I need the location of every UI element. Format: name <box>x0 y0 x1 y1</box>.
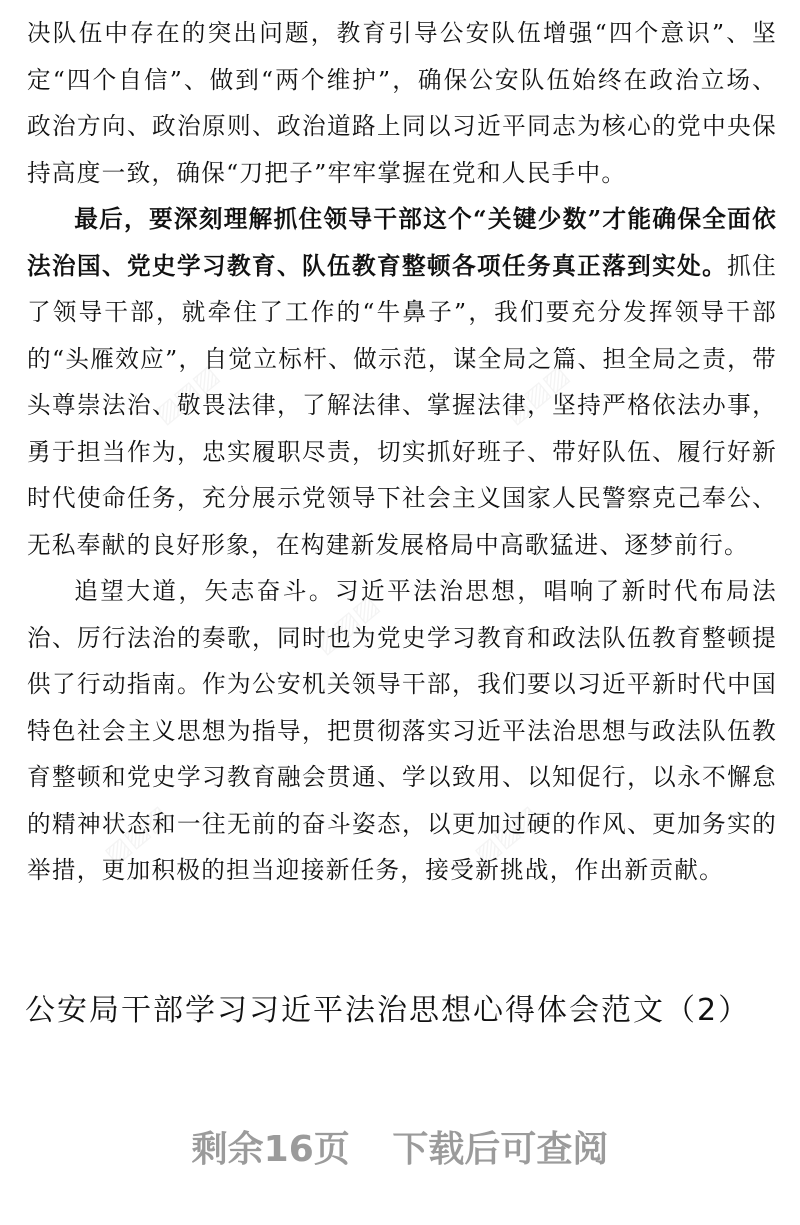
download-to-view-label: 下载后可查阅 <box>392 1129 609 1170</box>
paragraph-bold-lead: 最后，要深刻理解抓住领导干部这个“关键少数”才能确保全面依法治国、党史学习教育、队伍教育整顿各项任务真正落到实处。 <box>27 205 777 280</box>
paragraph-text: 追望大道，矢志奋斗。习近平法治思想，唱响了新时代布局法治、厉行法治的奏歌，同时也为党史学习教育和政法队伍教育整顿提供了行动指南。作为公安机关领导干部，我们要以习近平新时代中国特色社会主义思想为指导，把贯彻落实习近平法治思想与政法队伍教育整顿和党史学习教育融会贯通、学以致用、以知促行，以永不懈怠的精神状态和一往无前的奋斗姿态，以更加过硬的作风、更加务实的举措，更加积极的担当迎接新任务，接受新挑战，作出新贡献。 <box>27 577 777 884</box>
paragraph-1 <box>27 10 777 196</box>
download-prompt-button[interactable] <box>0 1120 800 1180</box>
paragraph-3 <box>27 568 777 894</box>
remaining-pages-label: 剩余16页 <box>191 1129 350 1170</box>
paragraph-2 <box>27 196 777 568</box>
paragraph-text: 决队伍中存在的突出问题，教育引导公安队伍增强“四个意识”、坚定“四个自信”、做到“两个维护”，确保公安队伍始终在政治立场、政治方向、政治原则、政治道路上同以习近平同志为核心的党中央保持高度一致，确保“刀把子”牢牢掌握在党和人民手中。 <box>27 19 777 187</box>
paragraph-text: 抓住了领导干部，就牵住了工作的“牛鼻子”，我们要充分发挥领导干部的“头雁效应”，自觉立标杆、做示范，谋全局之篇、担全局之责，带头尊崇法治、敬畏法律，了解法律、掌握法律，坚持严格依法办事，勇于担当作为，忠实履职尽责，切实抓好班子、带好队伍、履行好新时代使命任务，充分展示党领导下社会主义国家人民警察克己奉公、无私奉献的良好形象，在构建新发展格局中高歌猛进、逐梦前行。 <box>27 251 777 559</box>
document-body <box>27 10 777 894</box>
section-heading: 公安局干部学习习近平法治思想心得体会范文（2） <box>25 993 751 1028</box>
